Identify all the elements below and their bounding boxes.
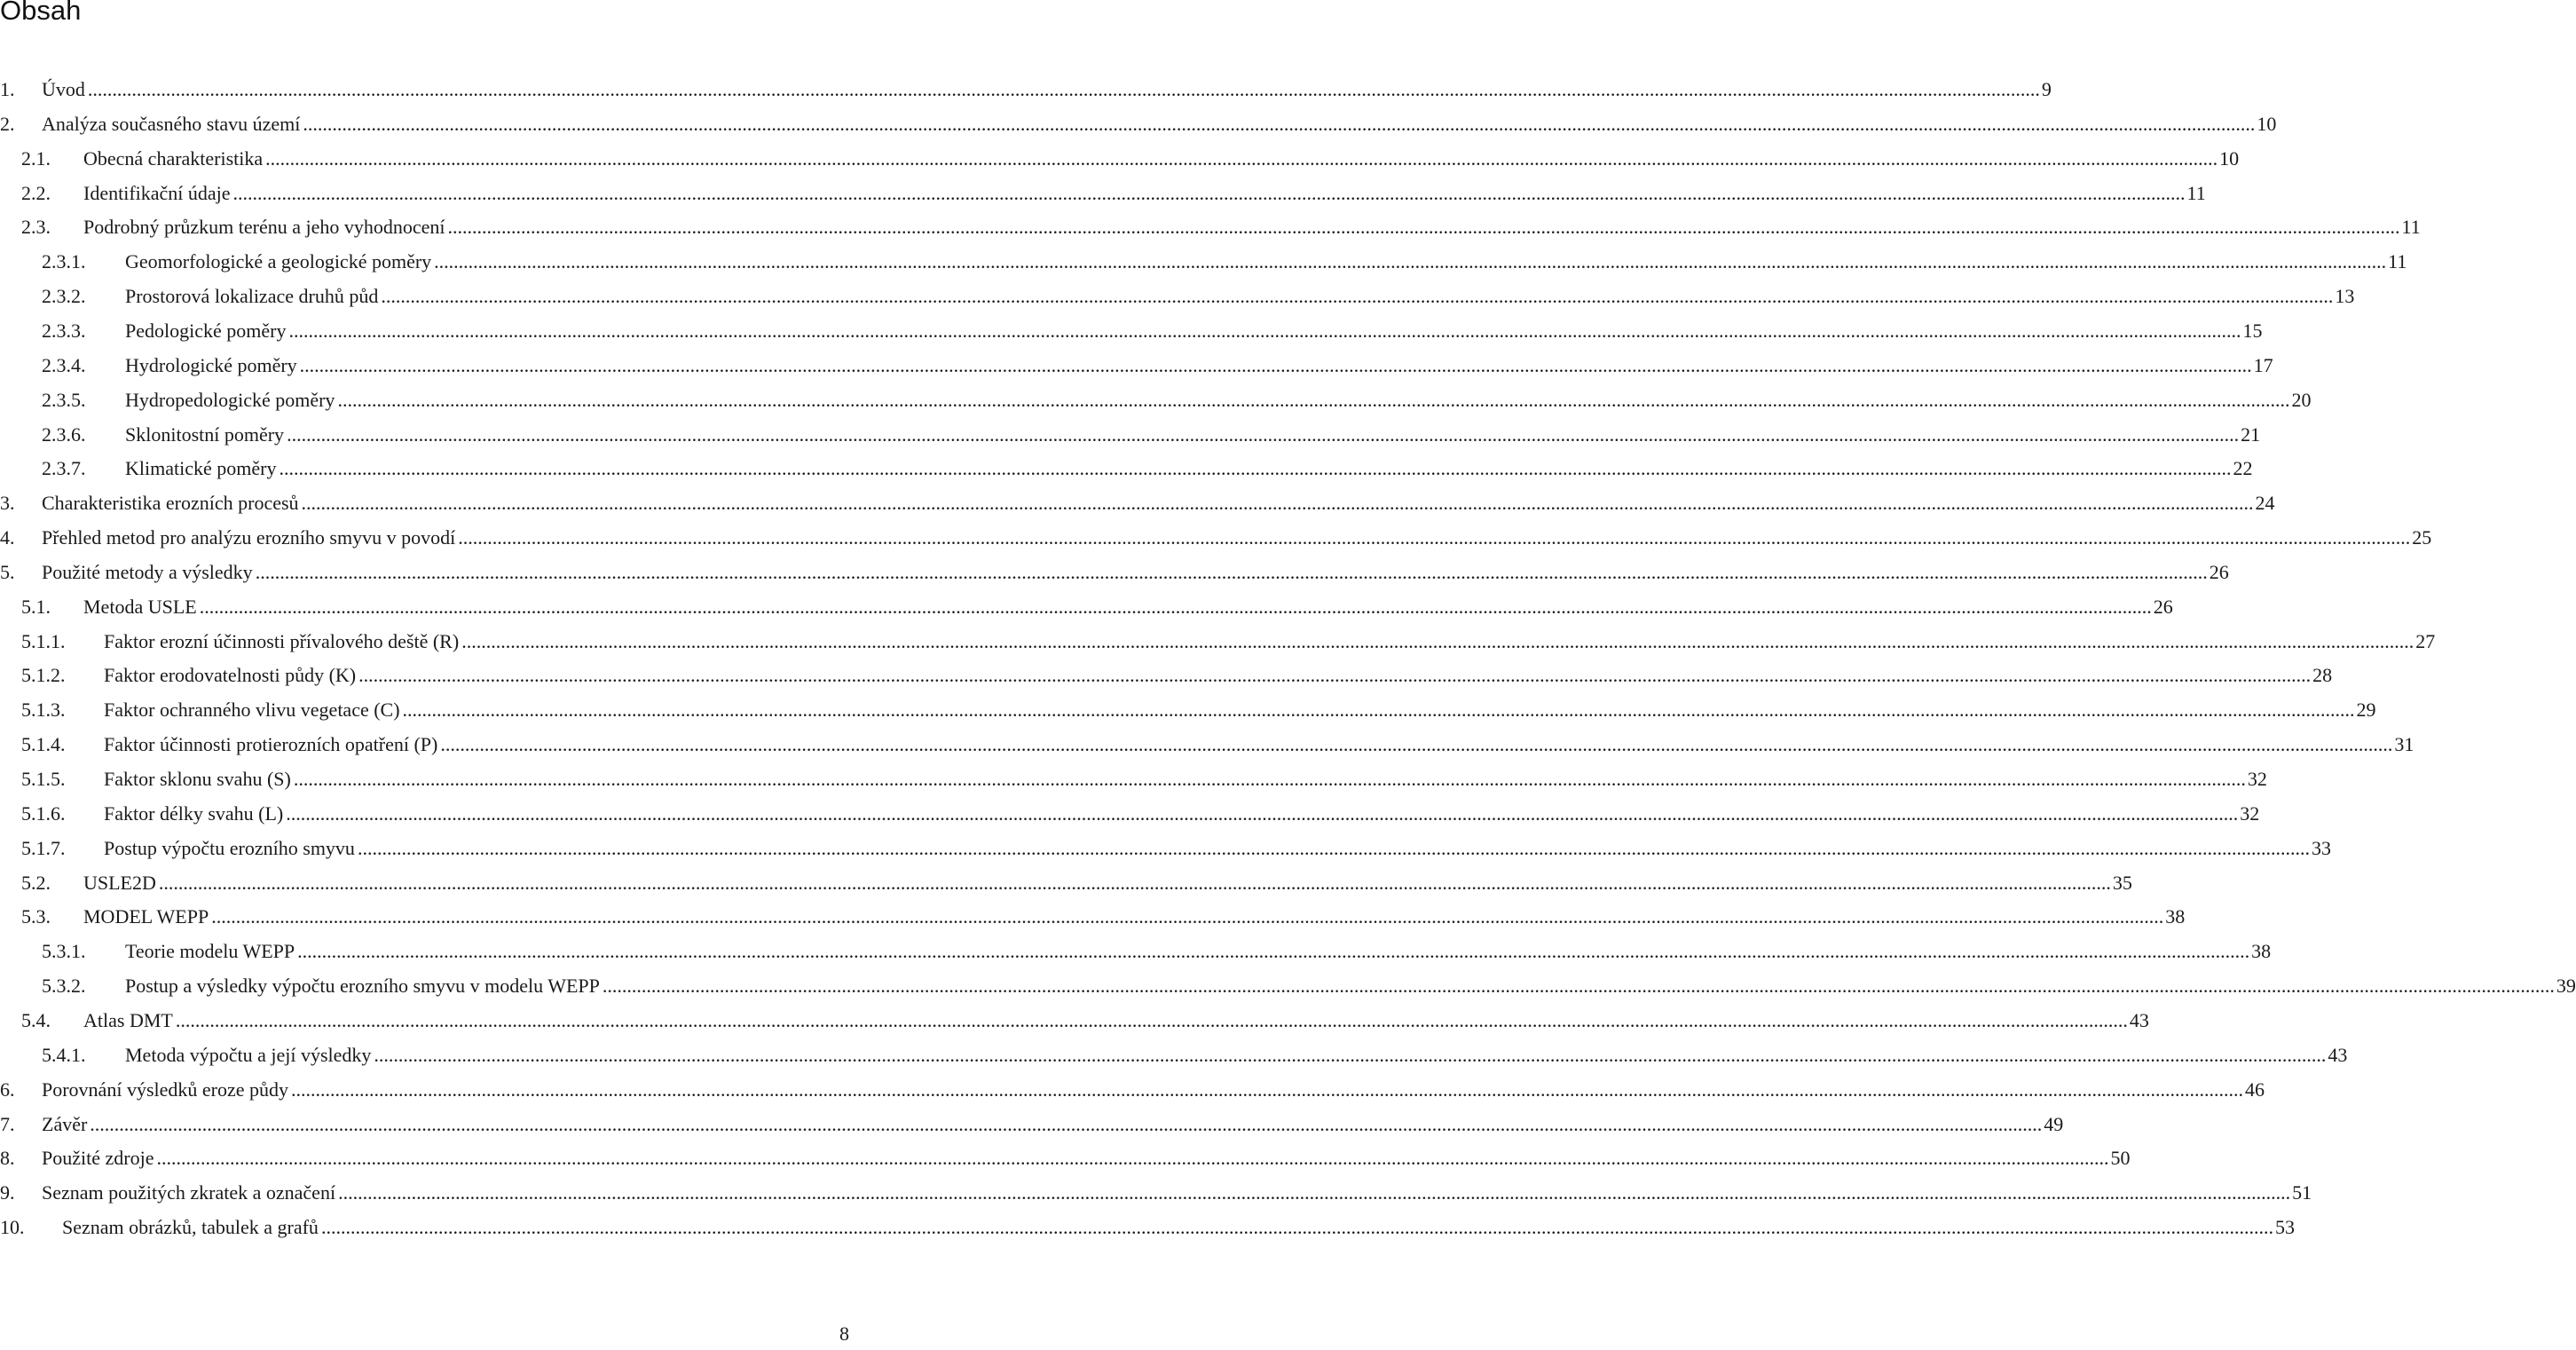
toc-entry[interactable] [0, 1042, 2348, 1069]
dot-leader: ................................................................................................................................................................................................................................................................................................................................................................................................................ [297, 940, 2250, 963]
dot-leader: ................................................................................................................................................................................................................................................................................................................................................................................................................ [293, 768, 2246, 790]
toc-entry[interactable] [0, 1077, 2265, 1103]
toc-entry-number: 3. [0, 492, 15, 515]
toc-entry-page: 33 [2311, 836, 2331, 859]
toc-entry-title: Charakteristika erozních procesů [42, 492, 299, 515]
toc-entry-title: Klimatické poměry [125, 457, 277, 480]
toc-entry[interactable] [0, 180, 2206, 207]
page-number: 8 [839, 1322, 849, 1345]
toc-entry[interactable] [0, 662, 2333, 689]
toc-entry-number: 8. [0, 1147, 15, 1170]
toc-entry-page: 28 [2312, 664, 2333, 687]
toc-entry-page: 35 [2112, 871, 2132, 894]
toc-entry[interactable] [0, 422, 2261, 448]
toc-entry-title: Prostorová lokalizace druhů půd [125, 285, 379, 308]
toc-entry-page: 17 [2253, 353, 2273, 376]
toc-entry-page: 50 [2110, 1147, 2131, 1170]
toc-entry-page: 11 [2388, 250, 2407, 273]
dot-leader: ................................................................................................................................................................................................................................................................................................................................................................................................................ [199, 595, 2152, 618]
dot-leader: ................................................................................................................................................................................................................................................................................................................................................................................................................ [232, 181, 2186, 204]
dot-leader: ................................................................................................................................................................................................................................................................................................................................................................................................................ [374, 1043, 2327, 1066]
toc-entry-number: 5.2. [21, 871, 51, 894]
dot-leader: ................................................................................................................................................................................................................................................................................................................................................................................................................ [291, 1078, 2243, 1101]
toc-entry[interactable] [0, 76, 2052, 103]
dot-leader: ................................................................................................................................................................................................................................................................................................................................................................................................................ [211, 905, 2164, 928]
toc-entry-number: 5.1.4. [21, 733, 66, 756]
toc-entry-number: 6. [0, 1078, 15, 1101]
dot-leader: ................................................................................................................................................................................................................................................................................................................................................................................................................ [357, 836, 2310, 859]
toc-entry[interactable] [0, 318, 2263, 344]
toc-entry[interactable] [0, 835, 2331, 862]
toc-entry-page: 53 [2274, 1216, 2295, 1239]
toc-entry[interactable] [0, 559, 2229, 586]
toc-entry-title: Faktor sklonu svahu (S) [104, 768, 291, 790]
dot-leader: ................................................................................................................................................................................................................................................................................................................................................................................................................ [288, 319, 2241, 342]
toc-entry-title: Pedologické poměry [125, 319, 287, 342]
toc-entry-number: 2.3.1. [42, 250, 86, 273]
toc-entry-page: 27 [2415, 629, 2436, 652]
toc-entry[interactable] [0, 1007, 2149, 1034]
toc-entry-title: Faktor účinnosti protierozních opatření (P) [104, 733, 438, 756]
toc-entry-number: 9. [0, 1181, 15, 1204]
dot-leader: ................................................................................................................................................................................................................................................................................................................................................................................................................ [299, 353, 2252, 376]
toc-entry-title: Přehled metod pro analýzu erozního smyvu v povodí [42, 526, 456, 549]
toc-entry[interactable] [0, 801, 2260, 827]
toc-entry-number: 5.4.1. [42, 1043, 86, 1066]
toc-entry-number: 5.3.1. [42, 940, 86, 963]
toc-entry-number: 2.3.5. [42, 388, 86, 411]
dot-leader: ................................................................................................................................................................................................................................................................................................................................................................................................................ [279, 457, 2232, 480]
toc-entry-number: 2.3. [21, 216, 51, 239]
dot-leader: ................................................................................................................................................................................................................................................................................................................................................................................................................ [461, 629, 2415, 652]
dot-leader: ................................................................................................................................................................................................................................................................................................................................................................................................................ [338, 1181, 2291, 1204]
toc-entry-page: 15 [2242, 319, 2263, 342]
dot-leader: ................................................................................................................................................................................................................................................................................................................................................................................................................ [358, 664, 2312, 687]
toc-entry-number: 5.1.6. [21, 801, 66, 825]
toc-entry[interactable] [0, 766, 2267, 793]
toc-entry-page: 49 [2044, 1112, 2064, 1135]
toc-entry[interactable] [0, 697, 2376, 723]
dot-leader: ................................................................................................................................................................................................................................................................................................................................................................................................................ [381, 285, 2334, 308]
toc-entry-title: Obecná charakteristika [83, 146, 264, 170]
toc-entry-number: 2.2. [21, 181, 51, 204]
dot-leader: ................................................................................................................................................................................................................................................................................................................................................................................................................ [90, 1112, 2043, 1135]
toc-entry-page: 21 [2241, 422, 2261, 446]
toc-entry-title: Faktor délky svahu (L) [104, 801, 284, 825]
dot-leader: ................................................................................................................................................................................................................................................................................................................................................................................................................ [175, 1008, 2128, 1031]
dot-leader: ................................................................................................................................................................................................................................................................................................................................................................................................................ [402, 699, 2355, 722]
toc-entry[interactable] [0, 904, 2186, 930]
toc-entry-number: 5.3.2. [42, 975, 86, 998]
toc-entry-title: Porovnání výsledků eroze půdy [42, 1078, 288, 1101]
toc-entry-title: Identifikační údaje [83, 181, 231, 204]
toc-entry-title: Použité metody a výsledky [42, 560, 253, 583]
toc-entry-page: 10 [2257, 112, 2277, 135]
dot-leader: ................................................................................................................................................................................................................................................................................................................................................................................................................ [255, 560, 2208, 583]
dot-leader: ................................................................................................................................................................................................................................................................................................................................................................................................................ [337, 388, 2290, 411]
dot-leader: ................................................................................................................................................................................................................................................................................................................................................................................................................ [158, 871, 2111, 894]
toc-entry-title: Faktor ochranného vlivu vegetace (C) [104, 699, 400, 722]
dot-leader: ................................................................................................................................................................................................................................................................................................................................................................................................................ [303, 112, 2256, 135]
toc-entry[interactable] [0, 1214, 2295, 1241]
toc-entry-number: 5.3. [21, 905, 51, 928]
toc-entry-page: 11 [2186, 181, 2206, 204]
dot-leader: ................................................................................................................................................................................................................................................................................................................................................................................................................ [440, 733, 2393, 756]
toc-entry[interactable] [0, 870, 2132, 896]
dot-leader: ................................................................................................................................................................................................................................................................................................................................................................................................................ [301, 492, 2254, 515]
dot-leader: ................................................................................................................................................................................................................................................................................................................................................................................................................ [87, 78, 2040, 100]
toc-entry-title: Seznam použitých zkratek a označení [42, 1181, 336, 1204]
toc-entry-number: 1. [0, 78, 15, 100]
toc-entry-number: 2.3.6. [42, 422, 86, 446]
toc-entry-number: 2.3.4. [42, 353, 86, 376]
toc-entry[interactable] [0, 1145, 2131, 1172]
toc-entry-page: 25 [2412, 526, 2432, 549]
toc-entry[interactable] [0, 938, 2272, 965]
toc-entry-page: 22 [2233, 457, 2253, 480]
toc-entry-number: 10. [0, 1216, 25, 1239]
toc-entry-number: 2. [0, 112, 15, 135]
toc-entry-page: 11 [2401, 216, 2421, 239]
toc-entry-page: 43 [2328, 1043, 2348, 1066]
toc-entry-title: Faktor erodovatelnosti půdy (K) [104, 664, 357, 687]
toc-entry[interactable] [0, 387, 2312, 414]
toc-entry[interactable] [0, 1111, 2064, 1138]
toc-entry-number: 5.1. [21, 595, 51, 618]
toc-heading: Obsah [0, 0, 82, 26]
toc-entry-page: 31 [2394, 733, 2415, 756]
toc-entry[interactable] [0, 490, 2275, 517]
dot-leader: ................................................................................................................................................................................................................................................................................................................................................................................................................ [156, 1147, 2109, 1170]
toc-entry[interactable] [0, 1180, 2312, 1206]
toc-entry[interactable] [0, 455, 2253, 482]
toc-entry-page: 24 [2255, 492, 2275, 515]
toc-entry-number: 2.3.2. [42, 285, 86, 308]
toc-entry-page: 26 [2153, 595, 2173, 618]
toc-entry-title: Sklonitostní poměry [125, 422, 285, 446]
dot-leader: ................................................................................................................................................................................................................................................................................................................................................................................................................ [286, 801, 2239, 825]
toc-entry-page: 43 [2129, 1008, 2149, 1031]
toc-entry-title: Hydropedologické poměry [125, 388, 335, 411]
toc-entry[interactable] [0, 111, 2277, 138]
toc-entry-number: 2.3.7. [42, 457, 86, 480]
toc-entry-page: 10 [2219, 146, 2240, 170]
toc-entry-page: 38 [2165, 905, 2186, 928]
toc-entry[interactable] [0, 283, 2355, 310]
toc-entry-page: 9 [2041, 78, 2052, 100]
toc-entry-number: 5. [0, 560, 15, 583]
toc-entry-page: 46 [2245, 1078, 2265, 1101]
toc-entry-page: 32 [2247, 768, 2267, 790]
toc-entry[interactable] [0, 214, 2421, 241]
toc-entry-number: 7. [0, 1112, 15, 1135]
toc-entry[interactable] [0, 249, 2407, 275]
toc-entry-number: 5.1.2. [21, 664, 66, 687]
toc-entry-title: Hydrologické poměry [125, 353, 297, 376]
dot-leader: ................................................................................................................................................................................................................................................................................................................................................................................................................ [447, 216, 2400, 239]
toc-entry-number: 2.3.3. [42, 319, 86, 342]
toc-entry[interactable] [0, 731, 2415, 758]
toc-entry-page: 38 [2251, 940, 2272, 963]
toc-entry-page: 39 [2556, 975, 2576, 998]
toc-entry-title: MODEL WEPP [83, 905, 209, 928]
dot-leader: ................................................................................................................................................................................................................................................................................................................................................................................................................ [602, 975, 2555, 998]
toc-entry-title: Metoda výpočtu a její výsledky [125, 1043, 372, 1066]
dot-leader: ................................................................................................................................................................................................................................................................................................................................................................................................................ [458, 526, 2411, 549]
toc-entry-title: Postup výpočtu erozního smyvu [104, 836, 355, 859]
toc-entry-title: Úvod [42, 78, 85, 100]
toc-entry-title: Atlas DMT [83, 1008, 173, 1031]
toc-entry-number: 5.1.3. [21, 699, 66, 722]
toc-entry-page: 20 [2291, 388, 2312, 411]
toc-entry[interactable] [0, 352, 2273, 379]
toc-entry-title: Analýza současného stavu území [42, 112, 301, 135]
toc-entry-page: 13 [2335, 285, 2355, 308]
toc-entry-page: 26 [2209, 560, 2229, 583]
toc-entry-number: 5.4. [21, 1008, 51, 1031]
toc-entry[interactable] [0, 146, 2240, 172]
toc-entry-number: 2.1. [21, 146, 51, 170]
toc-entry-page: 32 [2240, 801, 2260, 825]
toc-entry-title: Faktor erozní účinnosti přívalového deště (R) [104, 629, 460, 652]
dot-leader: ................................................................................................................................................................................................................................................................................................................................................................................................................ [265, 146, 2218, 170]
toc-entry-number: 5.1.7. [21, 836, 66, 859]
toc-entry-number: 5.1.1. [21, 629, 66, 652]
toc-entry-title: Teorie modelu WEPP [125, 940, 295, 963]
toc-entry-title: Postup a výsledky výpočtu erozního smyvu v modelu WEPP [125, 975, 600, 998]
toc-entry-number: 4. [0, 526, 15, 549]
dot-leader: ................................................................................................................................................................................................................................................................................................................................................................................................................ [287, 422, 2240, 446]
toc-entry-title: Podrobný průzkum terénu a jeho vyhodnocení [83, 216, 445, 239]
toc-entry-page: 51 [2292, 1181, 2312, 1204]
toc-entry[interactable] [0, 628, 2436, 655]
toc-entry-title: Seznam obrázků, tabulek a grafů [62, 1216, 319, 1239]
toc-entry-number: 5.1.5. [21, 768, 66, 790]
toc-entry[interactable] [0, 525, 2432, 551]
toc-entry-title: Geomorfologické a geologické poměry [125, 250, 432, 273]
dot-leader: ................................................................................................................................................................................................................................................................................................................................................................................................................ [320, 1216, 2273, 1239]
toc-entry-title: Použité zdroje [42, 1147, 154, 1170]
toc-entry[interactable] [0, 973, 2576, 999]
dot-leader: ................................................................................................................................................................................................................................................................................................................................................................................................................ [434, 250, 2387, 273]
toc-entry[interactable] [0, 594, 2173, 620]
toc-entry-title: Závěr [42, 1112, 88, 1135]
toc-entry-page: 29 [2356, 699, 2376, 722]
toc-entry-title: Metoda USLE [83, 595, 197, 618]
toc-entry-title: USLE2D [83, 871, 156, 894]
